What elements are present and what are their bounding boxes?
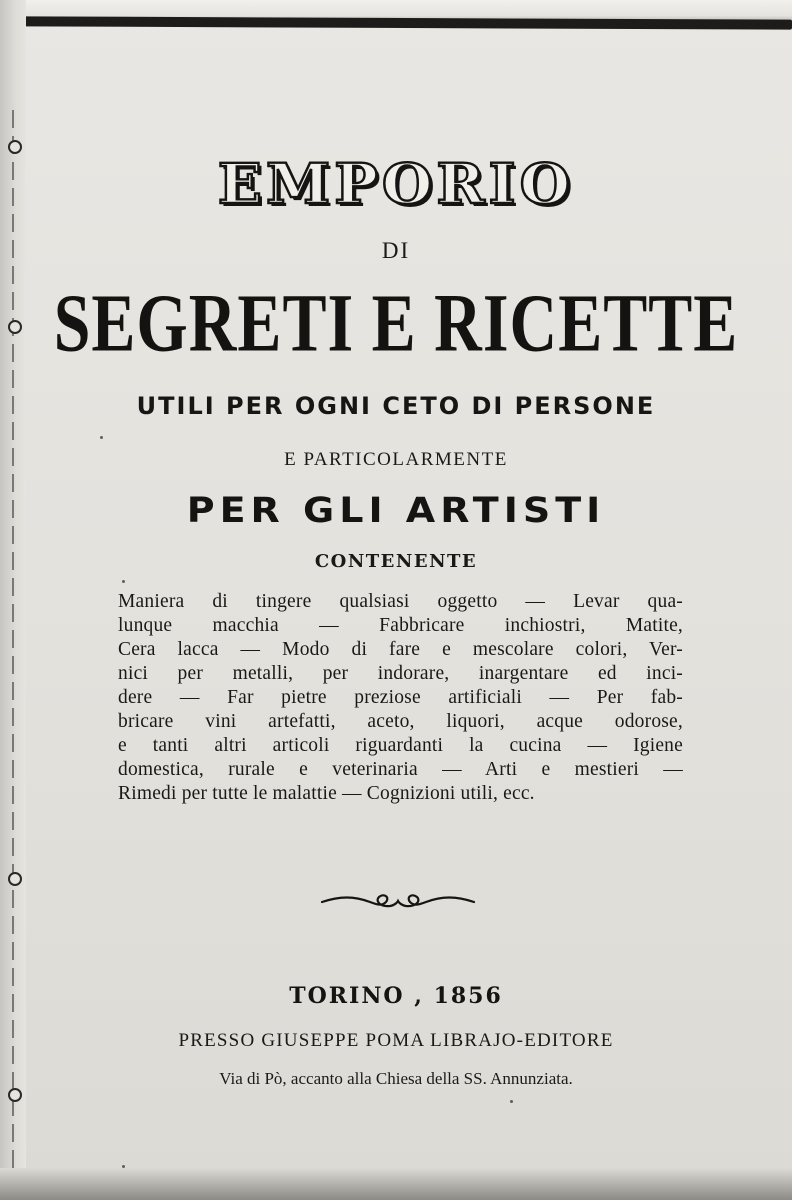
ornament-flourish-icon bbox=[320, 888, 476, 914]
contents-line: e tanti altri articoli riguardanti la cucina — Igiene bbox=[118, 735, 683, 756]
imprint-place-year: TORINO , 1856 bbox=[289, 983, 503, 1009]
page-bottom-edge bbox=[0, 1168, 792, 1200]
contents-paragraph bbox=[118, 590, 683, 806]
ink-speck bbox=[122, 1165, 125, 1168]
binding-stitch-hole bbox=[8, 872, 22, 886]
contents-line: nici per metalli, per indorare, inargentare ed inci- bbox=[118, 663, 683, 684]
binding-stitch-hole bbox=[8, 1088, 22, 1102]
contents-line: Rimedi per tutte le malattie — Cognizioni utili, ecc. bbox=[118, 783, 535, 804]
top-border-rule bbox=[20, 16, 792, 29]
title-segreti-e-ricette: SEGRETI E RICETTE bbox=[53, 278, 739, 370]
contents-line: domestica, rurale e veterinaria — Arti e mestieri — bbox=[118, 759, 683, 780]
title-emporio: EMPORIO bbox=[217, 151, 575, 217]
subtitle-utili: UTILI PER OGNI CETO DI PERSONE bbox=[136, 392, 656, 420]
contents-heading: CONTENENTE bbox=[314, 551, 478, 572]
imprint-publisher: PRESSO GIUSEPPE POMA LIBRAJO-EDITORE bbox=[178, 1030, 614, 1051]
ink-speck bbox=[100, 436, 103, 439]
title-connector: DI bbox=[381, 238, 411, 263]
binding-stitch-line bbox=[12, 110, 14, 1170]
contents-line: bricare vini artefatti, aceto, liquori, acque odorose, bbox=[118, 711, 683, 732]
subtitle-particolarmente: E PARTICOLARMENTE bbox=[284, 449, 508, 470]
title-per-gli-artisti: PER GLI ARTISTI bbox=[186, 489, 606, 531]
imprint-address: Via di Pò, accanto alla Chiesa della SS. Annunziata. bbox=[219, 1069, 573, 1088]
ink-speck bbox=[122, 580, 125, 583]
contents-line: lunque macchia — Fabbricare inchiostri, Matite, bbox=[118, 615, 683, 636]
contents-line: Cera lacca — Modo di fare e mescolare colori, Ver- bbox=[118, 639, 683, 660]
contents-line: dere — Far pietre preziose artificiali — Per fab- bbox=[118, 687, 683, 708]
ink-speck bbox=[510, 1100, 513, 1103]
contents-line: Maniera di tingere qualsiasi oggetto — Levar qua- bbox=[118, 591, 683, 612]
